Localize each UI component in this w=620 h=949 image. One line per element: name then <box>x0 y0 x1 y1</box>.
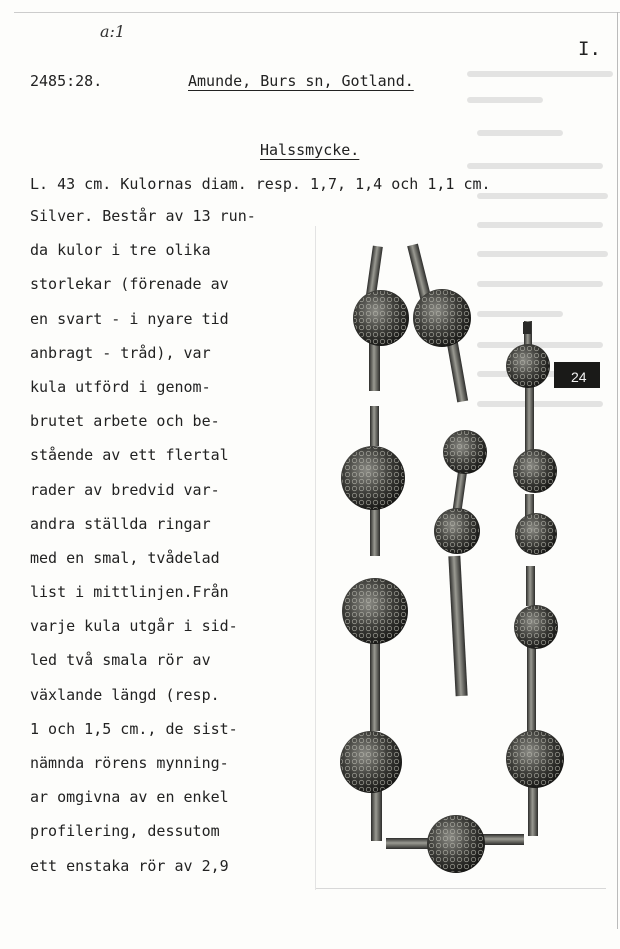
tube <box>527 641 536 741</box>
description-line: varje kula utgår i sid- <box>30 617 238 636</box>
description-line: brutet arbete och be- <box>30 412 220 431</box>
photo-tag-label: 24 <box>571 369 587 385</box>
description-text <box>30 204 256 888</box>
bead <box>413 289 471 347</box>
description-line: Silver. Består av 13 run- <box>30 207 256 225</box>
description-line: ar omgivna av en enkel <box>30 788 229 807</box>
description-line: 1 och 1,5 cm., de sist- <box>30 719 238 738</box>
bead <box>342 578 408 644</box>
description-line: led två smala rör av <box>30 651 211 670</box>
tube <box>370 506 380 556</box>
description-line: nämnda rörens mynning- <box>30 754 229 772</box>
find-location: Amunde, Burs sn, Gotland. <box>188 72 414 90</box>
tube <box>447 341 468 402</box>
bead <box>513 449 557 493</box>
description-line: kula utförd i genom- <box>30 377 211 396</box>
tube <box>370 641 380 731</box>
dimensions-line: L. 43 cm. Kulornas diam. resp. 1,7, 1,4 och 1,1 cm. <box>30 175 491 193</box>
description-line: med en smal, tvådelad <box>30 548 220 567</box>
tube <box>448 556 467 696</box>
catalog-number: 2485:28. <box>30 72 103 90</box>
bead <box>353 290 409 346</box>
description-line: profilering, dessutom <box>30 822 220 841</box>
object-title: Halssmycke. <box>260 141 360 159</box>
bead <box>506 344 550 388</box>
handwritten-note: a:1 <box>100 22 126 41</box>
description-line: ett enstaka rör av 2,9 <box>30 856 229 875</box>
page-number: I. <box>578 38 601 60</box>
tube <box>370 406 379 446</box>
tube <box>526 566 535 606</box>
description-line: da kulor i tre olika <box>30 241 211 260</box>
bead <box>434 508 480 554</box>
bead <box>443 430 487 474</box>
description-line: växlande längd (resp. <box>30 685 220 704</box>
description-line: list i mittlinjen.Från <box>30 583 229 602</box>
description-line: stående av ett flertal <box>30 446 229 465</box>
bead <box>341 446 405 510</box>
tube <box>369 341 380 391</box>
description-line: rader av bredvid var- <box>30 480 220 499</box>
description-line: storlekar (förenade av <box>30 275 229 294</box>
description-line: andra ställda ringar <box>30 514 211 533</box>
bead <box>340 731 402 793</box>
description-line: en svart - i nyare tid <box>30 309 229 328</box>
bead <box>515 513 557 555</box>
tube <box>525 384 534 454</box>
clasp <box>523 322 531 334</box>
bead <box>427 815 485 873</box>
tube <box>371 786 382 841</box>
necklace-photo <box>316 226 606 894</box>
bead <box>514 605 558 649</box>
bead <box>506 730 564 788</box>
description-line: anbragt - tråd), var <box>30 343 211 362</box>
tube <box>528 781 538 836</box>
